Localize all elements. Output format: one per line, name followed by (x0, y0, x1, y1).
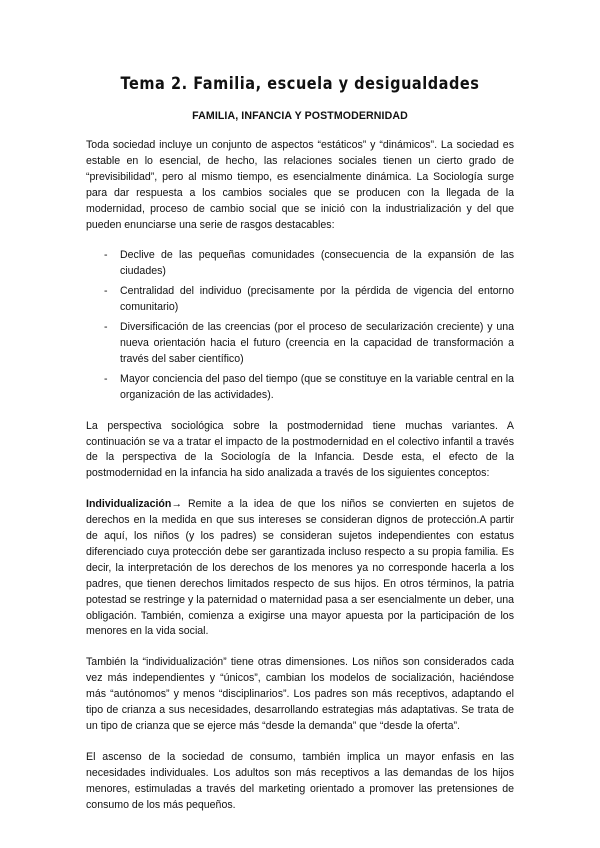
list-bullet: - (104, 321, 108, 334)
list-item (86, 248, 514, 280)
paragraph-dimensions: También la “individualización” tiene otras dimensiones. Los niños son considerados cada vez más independientes y “únicos”, cambian los modelos de socialización, haciéndose más “autónomos” y menos “disciplinarios”. Los padres son más receptivos, adaptando el tipo de crianza a sus necesidades, desarrollando estrategias más adaptativas. Se trata de un tipo de crianza que se ejerce más “desde la demanda” que “desde la oferta”. (86, 656, 514, 732)
list-item (86, 320, 514, 368)
paragraph-consumption: El ascenso de la sociedad de consumo, también implica un mayor enfasis en las necesidades individuales. Los adultos son más receptivos a las demandas de los hijos menores, estimuladas a través del marketing orientado a promover las pretensiones de consumo de los más pequeños. (86, 750, 514, 811)
list-item-text: Declive de las pequeñas comunidades (consecuencia de la expansión de las ciudades) (120, 249, 514, 278)
paragraph-individualization-text: Remite a la idea de que los niños se convierten en sujetos de derechos en la medida en que sus intereses se consideran dignos de protección.A partir de aquí, los niños (y los padres) se consideran sujetos independientes con estatus diferenciado cuya protección debe ser garantizada incluso respecto a su propia familia. Es decir, la interpretación de los derechos de los menores ya no corresponde hacerla a los padres, que tienen derechos limitados respecto de sus hijos. En otros términos, la patria potestad se restringe y la paternidad o maternidad pasa a ser esencialmente un deber, una obligación. También, comienza a exigirse una mayor apuesta por la participación de los menores en la vida social. (86, 498, 514, 638)
list-item (86, 284, 514, 316)
feature-list (86, 248, 514, 403)
page-title: Tema 2. Familia, escuela y desigualdades (120, 74, 480, 93)
list-item (86, 372, 514, 404)
section-heading: FAMILIA, INFANCIA Y POSTMODERNIDAD (192, 110, 408, 122)
list-item-text: Mayor conciencia del paso del tiempo (que se constituye en la variable central en la organización de las actividades). (120, 372, 514, 401)
list-bullet: - (104, 372, 108, 385)
list-bullet: - (104, 249, 108, 262)
paragraph-individualization (86, 497, 514, 640)
term-individualization: Individualización (86, 498, 172, 511)
list-item-text: Diversificación de las creencias (por el proceso de secularización creciente) y una nueva orientación hacia el futuro (creencia en la capacidad de transformación a través del saber científico) (120, 321, 514, 365)
list-bullet: - (104, 285, 108, 298)
paragraph-intro: Toda sociedad incluye un conjunto de aspectos “estáticos” y “dinámicos”. La sociedad es estable en lo esencial, de hecho, las relaciones sociales tienen un cierto grado de “previsibilidad”, pero al mismo tiempo, es esencialmente dinámica. La Sociología surge para dar respuesta a los cambios sociales que se producen con la llegada de la modernidad, proceso de cambio social que se inició con la industrialización y del que pueden enunciarse una serie de rasgos destacables: (86, 139, 514, 231)
paragraph-perspective: La perspectiva sociológica sobre la postmodernidad tiene muchas variantes. A continuación se va a tratar el impacto de la postmodernidad en el colectivo infantil a través de la perspectiva de la Sociología de la Infancia. Desde esta, el efecto de la postmodernidad en la infancia ha sido analizada a través de los siguientes conceptos: (86, 419, 514, 480)
arrow-icon: → (171, 498, 182, 511)
list-item-text: Centralidad del individuo (precisamente por la pérdida de vigencia del entorno comunitario) (120, 285, 514, 314)
